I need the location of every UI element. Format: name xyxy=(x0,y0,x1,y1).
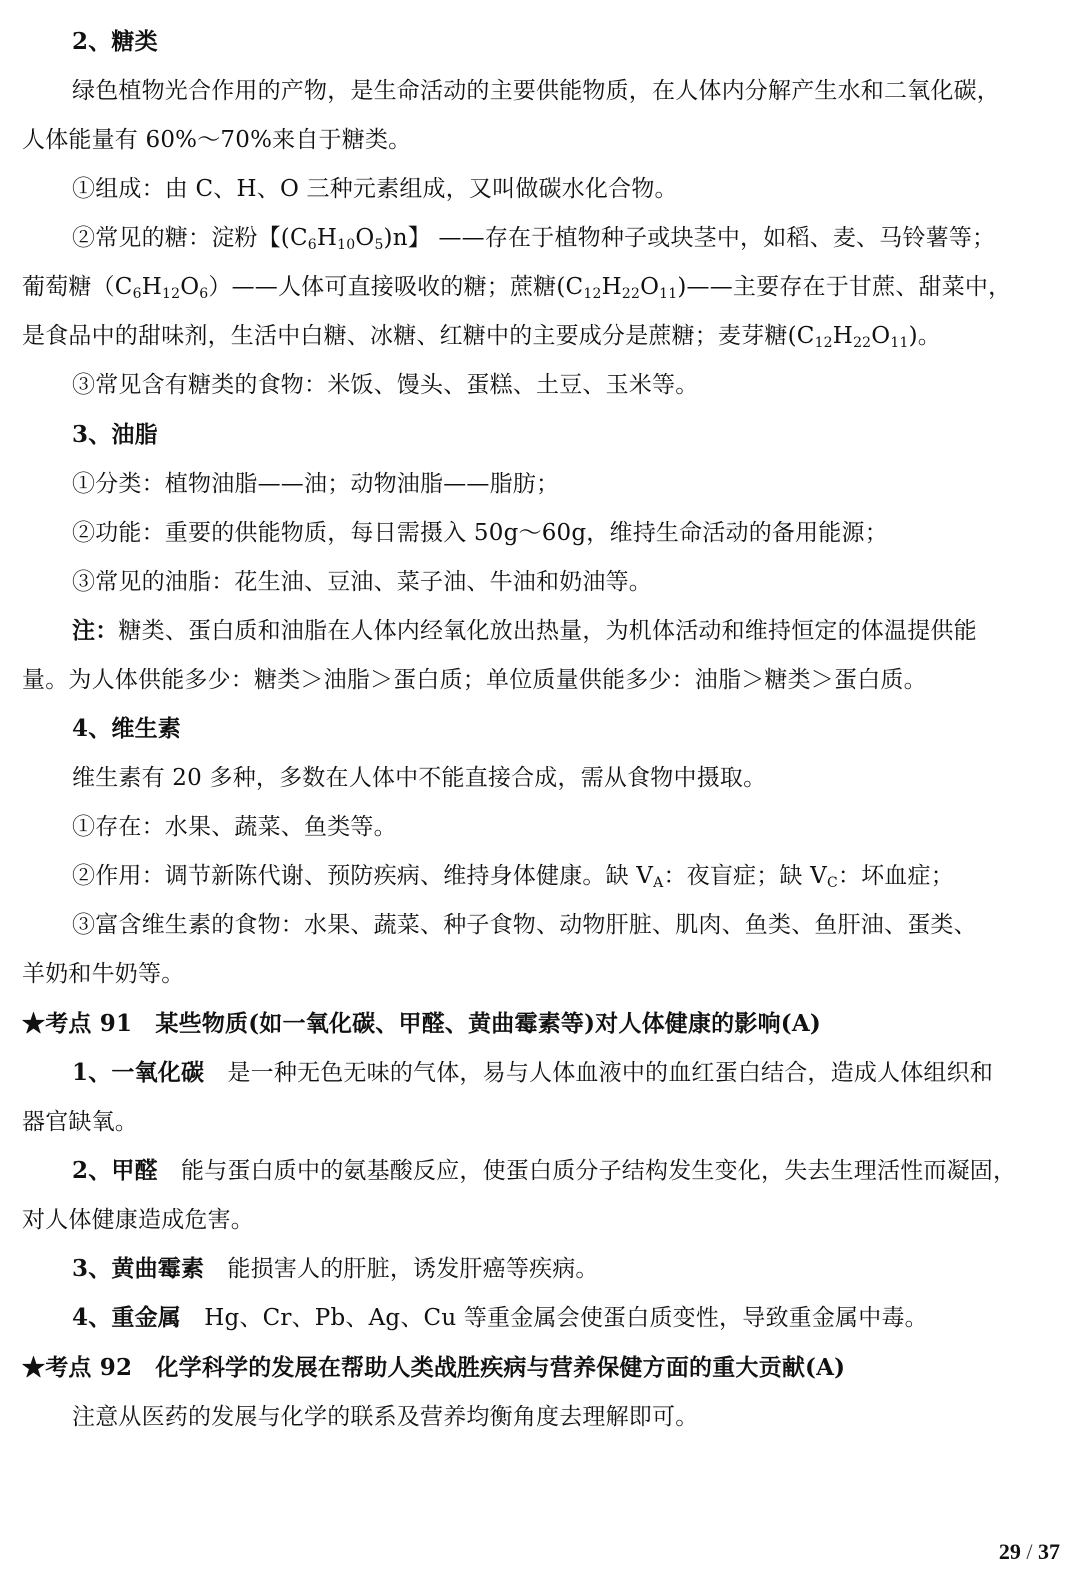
term-label: 1、一氧化碳 xyxy=(72,1059,205,1086)
subscript: 22 xyxy=(621,286,641,302)
text-fragment: O xyxy=(871,323,891,349)
text-fragment: H xyxy=(316,225,338,251)
fats-item-common: ③常见的油脂：花生油、豆油、菜子油、牛油和奶油等。 xyxy=(72,569,652,595)
heading-fats: 3、油脂 xyxy=(72,421,158,448)
sugars-item-foods: ③常见含有糖类的食物：米饭、馒头、蛋糕、土豆、玉米等。 xyxy=(72,372,699,398)
sugars-item-composition: ①组成：由 C、H、O 三种元素组成，又叫做碳水化合物。 xyxy=(72,176,678,202)
text-fragment: 葡萄糖（C xyxy=(22,274,133,300)
text-fragment: H xyxy=(141,274,162,300)
text-fragment: 糖类、蛋白质和油脂在人体内经氧化放出热量，为机体活动和维持恒定的体温提供能 xyxy=(118,618,977,644)
heading-vitamins: 4、维生素 xyxy=(72,715,182,742)
text-fragment: 能与蛋白质中的氨基酸反应，使蛋白质分子结构发生变化，失去生理活性而凝固， xyxy=(157,1158,1017,1184)
subscript: 12 xyxy=(814,335,833,351)
page-number xyxy=(999,1538,1060,1566)
k91-heavy-metals xyxy=(0,1303,1080,1333)
text-fragment: ）——人体可直接吸收的糖；蔗糖(C xyxy=(208,274,584,300)
text-fragment: O xyxy=(180,274,200,300)
page-separator: / xyxy=(1026,1539,1033,1564)
subscript: 6 xyxy=(199,286,209,302)
fats-item-function: ②功能：重要的供能物质，每日需摄入 50g～60g，维持生命活动的备用能源； xyxy=(72,520,888,546)
subscript: 10 xyxy=(337,237,356,253)
k91-formaldehyde-2: 对人体健康造成危害。 xyxy=(22,1207,254,1233)
subscript: 11 xyxy=(890,335,909,351)
k91-formaldehyde-1 xyxy=(0,1156,1080,1186)
page-current: 29 xyxy=(998,1539,1021,1564)
fats-note-line-2: 量。为人体供能多少：糖类＞油脂＞蛋白质；单位质量供能多少：油脂＞糖类＞蛋白质。 xyxy=(22,667,927,693)
text-fragment: Hg、Cr、Pb、Ag、Cu 等重金属会使蛋白质变性，导致重金属中毒。 xyxy=(181,1305,928,1331)
paragraph-sugars-intro-1: 绿色植物光合作用的产物，是生命活动的主要供能物质，在人体内分解产生水和二氧化碳， xyxy=(72,78,1000,104)
sugars-glucose-line xyxy=(0,272,1080,302)
k91-carbon-monoxide-1 xyxy=(0,1058,1080,1088)
text-fragment: O xyxy=(640,274,660,300)
subscript: 6 xyxy=(132,286,142,302)
text-fragment: )——主要存在于甘蔗、甜菜中， xyxy=(677,274,1012,300)
text-fragment: 是一种无色无味的气体，易与人体血液中的血红蛋白结合，造成人体组织和 xyxy=(204,1060,994,1086)
subscript: 12 xyxy=(161,286,181,302)
vitamins-item-existence: ①存在：水果、蔬菜、鱼类等。 xyxy=(72,814,397,840)
text-fragment: 能损害人的肝脏，诱发肝癌等疾病。 xyxy=(204,1256,599,1282)
text-fragment: )n】 ——存在于植物种子或块茎中，如稻、麦、马铃薯等； xyxy=(383,225,996,251)
heading-exam-point-92: ★考点 92 化学科学的发展在帮助人类战胜疾病与营养保健方面的重大贡献(A) xyxy=(22,1354,846,1381)
subscript: 22 xyxy=(853,335,872,351)
subscript: 6 xyxy=(307,237,317,253)
k91-aflatoxin xyxy=(0,1254,1080,1284)
fats-item-classification: ①分类：植物油脂——油；动物油脂——脂肪； xyxy=(72,471,560,497)
text-fragment: H xyxy=(832,323,854,349)
subscript: 12 xyxy=(583,286,602,302)
text-fragment: O xyxy=(355,225,375,251)
term-label: 4、重金属 xyxy=(72,1304,182,1331)
subscript: 5 xyxy=(374,237,384,253)
text-fragment: )。 xyxy=(908,323,941,349)
vitamins-item-foods-2: 羊奶和牛奶等。 xyxy=(22,961,185,987)
text-fragment: ：夜盲症；缺 V xyxy=(663,863,827,889)
subscript: 11 xyxy=(659,286,678,302)
k91-carbon-monoxide-2: 器官缺氧。 xyxy=(22,1109,138,1135)
k92-text: 注意从医药的发展与化学的联系及营养均衡角度去理解即可。 xyxy=(72,1404,699,1430)
subscript: C xyxy=(826,875,838,891)
vitamins-item-foods-1: ③富含维生素的食物：水果、蔬菜、种子食物、动物肝脏、肌肉、鱼类、鱼肝油、蛋类、 xyxy=(72,912,977,938)
term-label: 2、甲醛 xyxy=(72,1157,158,1184)
vitamins-intro: 维生素有 20 多种，多数在人体中不能直接合成，需从食物中摄取。 xyxy=(72,765,767,791)
vitamins-item-function xyxy=(0,861,1080,891)
text-fragment: H xyxy=(601,274,622,300)
text-fragment: ②作用：调节新陈代谢、预防疾病、维持身体健康。缺 V xyxy=(72,863,654,889)
note-label: 注： xyxy=(72,617,119,644)
page-total: 37 xyxy=(1038,1539,1060,1564)
term-label: 3、黄曲霉素 xyxy=(72,1255,205,1282)
paragraph-sugars-intro-2: 人体能量有 60%～70%来自于糖类。 xyxy=(22,127,412,153)
text-fragment: ②常见的糖：淀粉【(C xyxy=(72,225,308,251)
fats-note-line-1 xyxy=(0,616,1080,646)
sugars-item-common-sugars xyxy=(0,223,1080,253)
sugars-maltose-line xyxy=(0,321,1080,351)
text-fragment: ：坏血症； xyxy=(837,863,954,889)
subscript: A xyxy=(653,875,664,891)
heading-exam-point-91: ★考点 91 某些物质(如一氧化碳、甲醛、黄曲霉素等)对人体健康的影响(A) xyxy=(22,1010,821,1037)
heading-sugars: 2、糖类 xyxy=(72,28,158,55)
text-fragment: 是食品中的甜味剂，生活中白糖、冰糖、红糖中的主要成分是蔗糖；麦芽糖(C xyxy=(22,323,815,349)
